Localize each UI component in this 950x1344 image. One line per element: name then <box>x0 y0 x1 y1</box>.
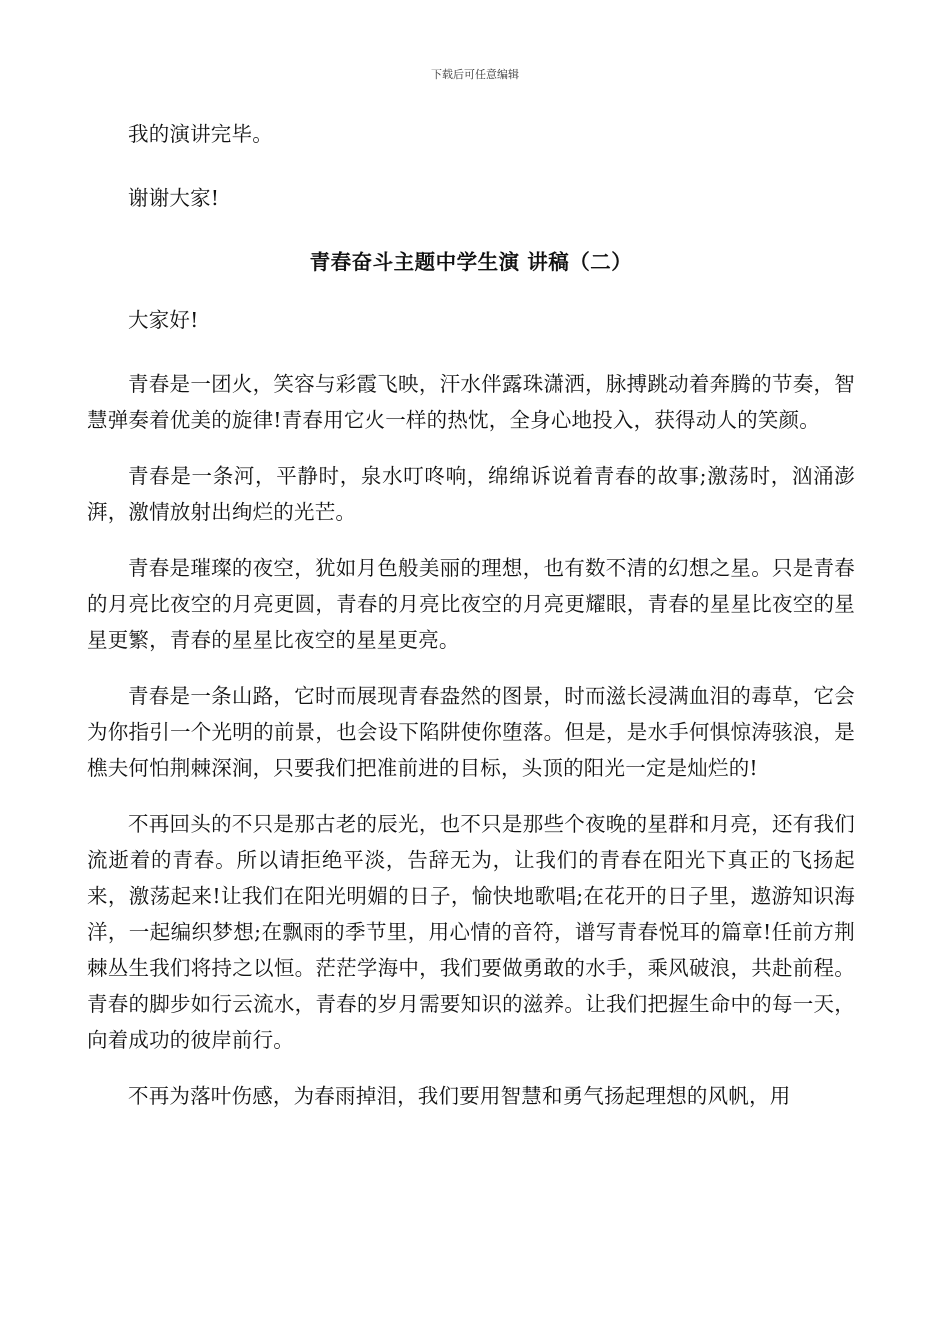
body-paragraph: 青春是璀璨的夜空，犹如月色般美丽的理想，也有数不清的幻想之星。只是青春的月亮比夜空的月亮更圆，青春的月亮比夜空的月亮更耀眼，青春的星星比夜空的星星更繁，青春的星星比夜空的星星更亮。 <box>87 556 855 652</box>
body-paragraph: 青春是一团火，笑容与彩霞飞映，汗水伴露珠潇洒，脉搏跳动着奔腾的节奏，智慧弹奏着优美的旋律!青春用它火一样的热忱，全身心地投入，获得动人的笑颜。 <box>87 372 855 432</box>
thanks-line: 谢谢大家! <box>128 186 220 210</box>
body-paragraph: 青春是一条河，平静时，泉水叮咚响，绵绵诉说着青春的故事;激荡时，汹涌澎湃，激情放射出绚烂的光芒。 <box>87 464 855 524</box>
closing-line: 我的演讲完毕。 <box>128 122 273 146</box>
document-body <box>87 116 855 1134</box>
body-paragraph: 不再回头的不只是那古老的辰光，也不只是那些个夜晚的星群和月亮，还有我们流逝着的青春。所以请拒绝平淡，告辞无为，让我们的青春在阳光下真正的飞扬起来，激荡起来!让我们在阳光明媚的日子，愉快地歌唱;在花开的日子里，遨游知识海洋，一起编织梦想;在飘雨的季节里，用心情的音符，谱写青春悦耳的篇章!任前方荆棘丛生我们将持之以恒。茫茫学海中，我们要做勇敢的水手，乘风破浪，共赴前程。青春的脚步如行云流水，青春的岁月需要知识的滋养。让我们把握生命中的每一天，向着成功的彼岸前行。 <box>87 812 855 1052</box>
section-title: 青春奋斗主题中学生演 讲稿（二） <box>309 250 633 274</box>
page-header: 下载后可任意编辑 <box>431 68 519 81</box>
body-paragraph: 不再为落叶伤感，为春雨掉泪，我们要用智慧和勇气扬起理想的风帆，用 <box>128 1084 791 1108</box>
greeting-paragraph: 大家好! <box>128 308 199 332</box>
body-paragraph: 青春是一条山路，它时而展现青春盎然的图景，时而滋长浸满血泪的毒草，它会为你指引一个光明的前景，也会设下陷阱使你堕落。但是，是水手何惧惊涛骇浪，是樵夫何怕荆棘深涧，只要我们把准前进的目标，头顶的阳光一定是灿烂的! <box>87 684 855 780</box>
